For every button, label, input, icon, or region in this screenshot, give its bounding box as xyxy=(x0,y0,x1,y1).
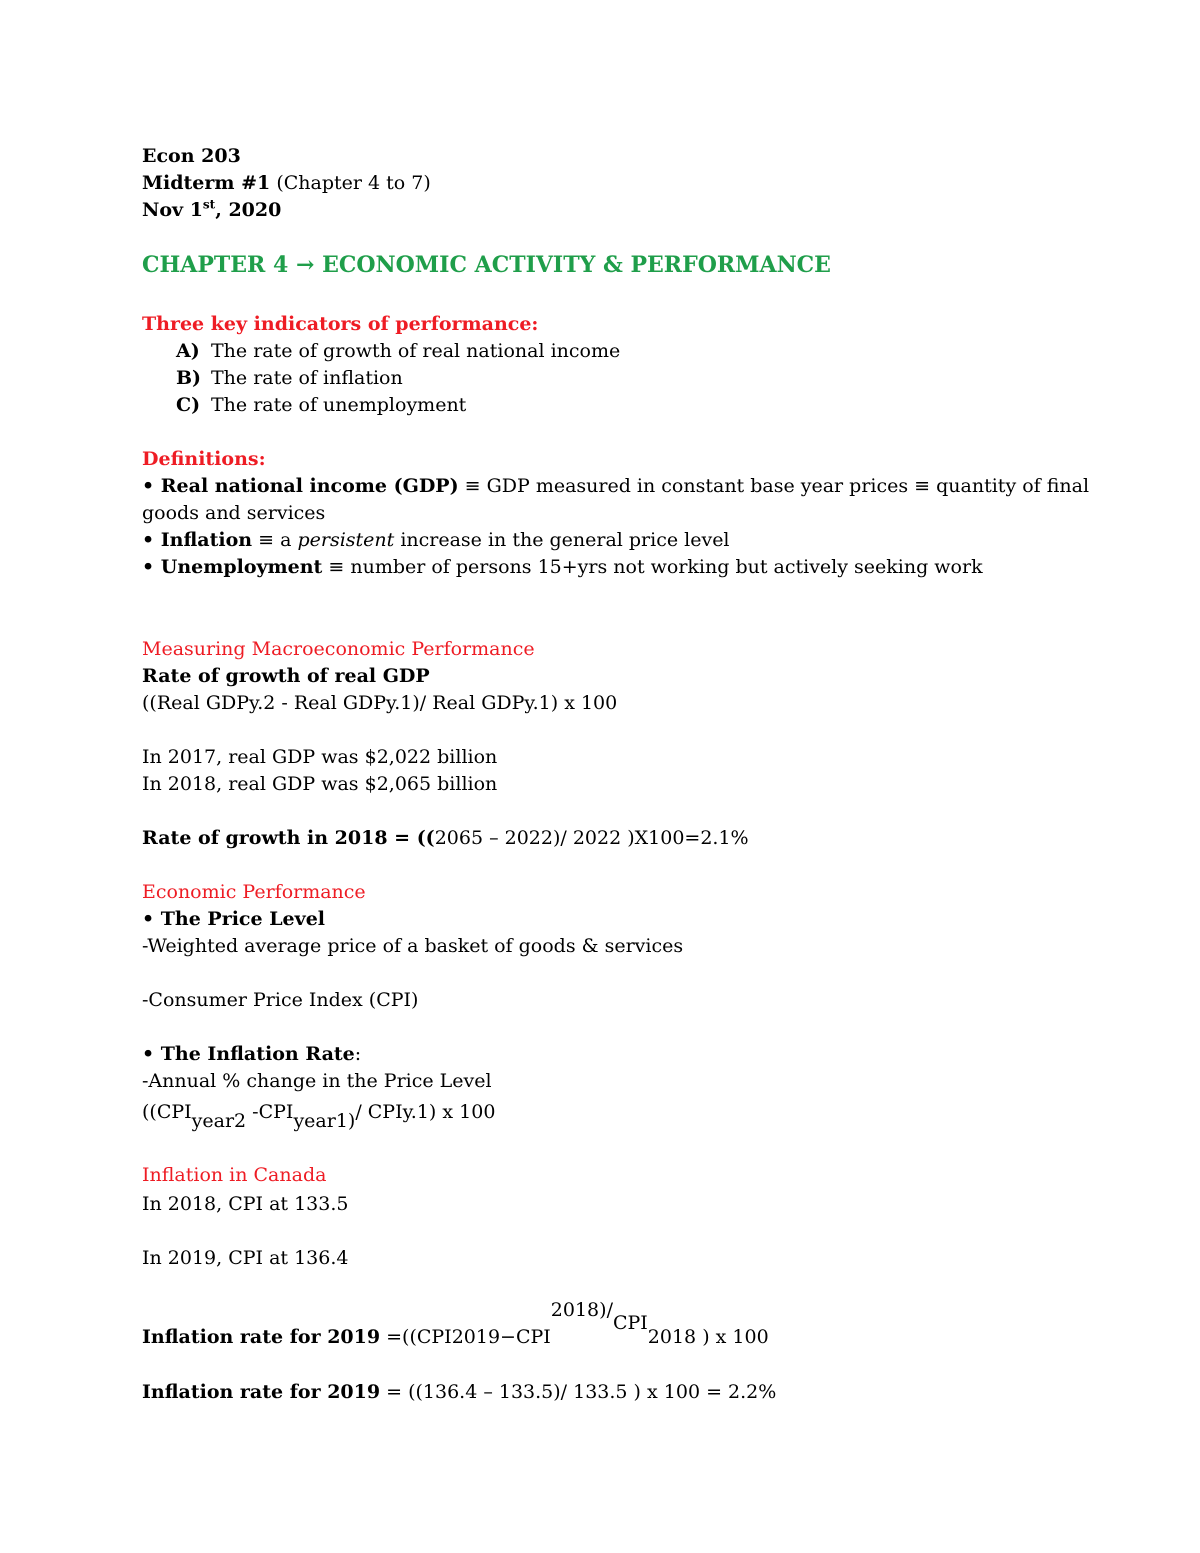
definition-unemployment xyxy=(142,555,983,579)
list-item xyxy=(176,393,466,417)
formula-raised: 2018)/ xyxy=(550,1299,613,1321)
date-suffix: , 2020 xyxy=(215,199,282,221)
formula-part: ((CPI xyxy=(142,1101,192,1123)
growth-formula: ((Real GDPy.2 - Real GDPy.1)/ Real GDPy.1) x 100 xyxy=(142,692,618,714)
list-item xyxy=(176,339,620,363)
list-marker: A) xyxy=(176,340,200,362)
date-line xyxy=(142,198,281,222)
indicators-heading: Three key indicators of performance: xyxy=(142,313,539,335)
measuring-heading: Measuring Macroeconomic Performance xyxy=(142,638,535,660)
inflation-rate-line xyxy=(142,1042,361,1066)
inflation-rate-label: • The Inflation Rate xyxy=(142,1043,355,1065)
rate-label: Inflation rate for 2019 xyxy=(142,1381,381,1403)
list-item xyxy=(176,366,403,390)
definition-inflation xyxy=(142,528,730,552)
date-ordinal: st xyxy=(202,197,216,212)
price-level-desc: -Weighted average price of a basket of goods & services xyxy=(142,935,684,957)
inflation-rate-result xyxy=(142,1380,776,1404)
formula-part: =((CPI2019−CPI xyxy=(380,1326,551,1348)
formula-part: -CPI xyxy=(246,1101,294,1123)
definition-term: • Inflation xyxy=(142,529,253,551)
definition-text: ≡ GDP measured in constant base year prices ≡ quantity of final xyxy=(458,475,1090,497)
inflation-rate-desc: -Annual % change in the Price Level xyxy=(142,1070,492,1092)
definition-real-gdp xyxy=(142,474,1089,498)
rate-calc: = ((136.4 – 133.5)/ 133.5 ) x 100 = 2.2% xyxy=(380,1381,777,1403)
cpi-2019: In 2019, CPI at 136.4 xyxy=(142,1247,349,1269)
chapter-heading xyxy=(142,253,831,277)
cpi-line: -Consumer Price Index (CPI) xyxy=(142,989,419,1011)
list-item-text: The rate of growth of real national income xyxy=(211,340,621,362)
chapter-title: ECONOMIC ACTIVITY & PERFORMANCE xyxy=(322,252,831,278)
inflation-rate-colon: : xyxy=(354,1043,362,1065)
formula-subscript: year1) xyxy=(293,1110,356,1132)
list-item-text: The rate of unemployment xyxy=(211,394,467,416)
course-title: Econ 203 xyxy=(142,145,241,167)
arrow-icon: → xyxy=(295,252,315,278)
definition-real-gdp-continued: goods and services xyxy=(142,502,326,524)
chapter-number: CHAPTER 4 xyxy=(142,252,289,278)
definitions-heading: Definitions: xyxy=(142,448,266,470)
gdp-example-2017: In 2017, real GDP was $2,022 billion xyxy=(142,746,498,768)
gdp-example-2018: In 2018, real GDP was $2,065 billion xyxy=(142,773,498,795)
growth-result xyxy=(142,826,749,850)
cpi-2018: In 2018, CPI at 133.5 xyxy=(142,1193,349,1215)
definition-text: ≡ number of persons 15+yrs not working but actively seeking work xyxy=(322,556,983,578)
definition-text: ≡ a xyxy=(252,529,298,551)
result-calc: 2065 – 2022)/ 2022 )X100=2.1% xyxy=(434,827,749,849)
midterm-label: Midterm #1 xyxy=(142,172,271,194)
canada-heading: Inflation in Canada xyxy=(142,1164,327,1186)
definition-term: • Real national income (GDP) xyxy=(142,475,459,497)
definition-term: • Unemployment xyxy=(142,556,323,578)
definition-text: increase in the general price level xyxy=(394,529,730,551)
midterm-scope: (Chapter 4 to 7) xyxy=(276,172,431,194)
emphasis-text: persistent xyxy=(297,529,395,551)
formula-part: / CPIy.1) x 100 xyxy=(355,1101,496,1123)
inflation-formula xyxy=(142,1100,496,1132)
midterm-line xyxy=(142,171,431,195)
formula-subscript: year2 xyxy=(191,1110,247,1132)
rate-label: Inflation rate for 2019 xyxy=(142,1326,381,1348)
list-item-text: The rate of inflation xyxy=(211,367,403,389)
formula-part: CPI xyxy=(612,1312,648,1334)
formula-subscript: 2018 ) x 100 xyxy=(647,1326,769,1348)
result-eq: = (( xyxy=(387,827,435,849)
list-marker: C) xyxy=(176,394,201,416)
price-level-label: • The Price Level xyxy=(142,908,325,930)
growth-subheading: Rate of growth of real GDP xyxy=(142,665,430,687)
result-label: Rate of growth in 2018 xyxy=(142,827,388,849)
date-prefix: Nov 1 xyxy=(142,199,203,221)
inflation-rate-formula xyxy=(142,1299,769,1349)
list-marker: B) xyxy=(176,367,202,389)
performance-heading: Economic Performance xyxy=(142,881,366,903)
